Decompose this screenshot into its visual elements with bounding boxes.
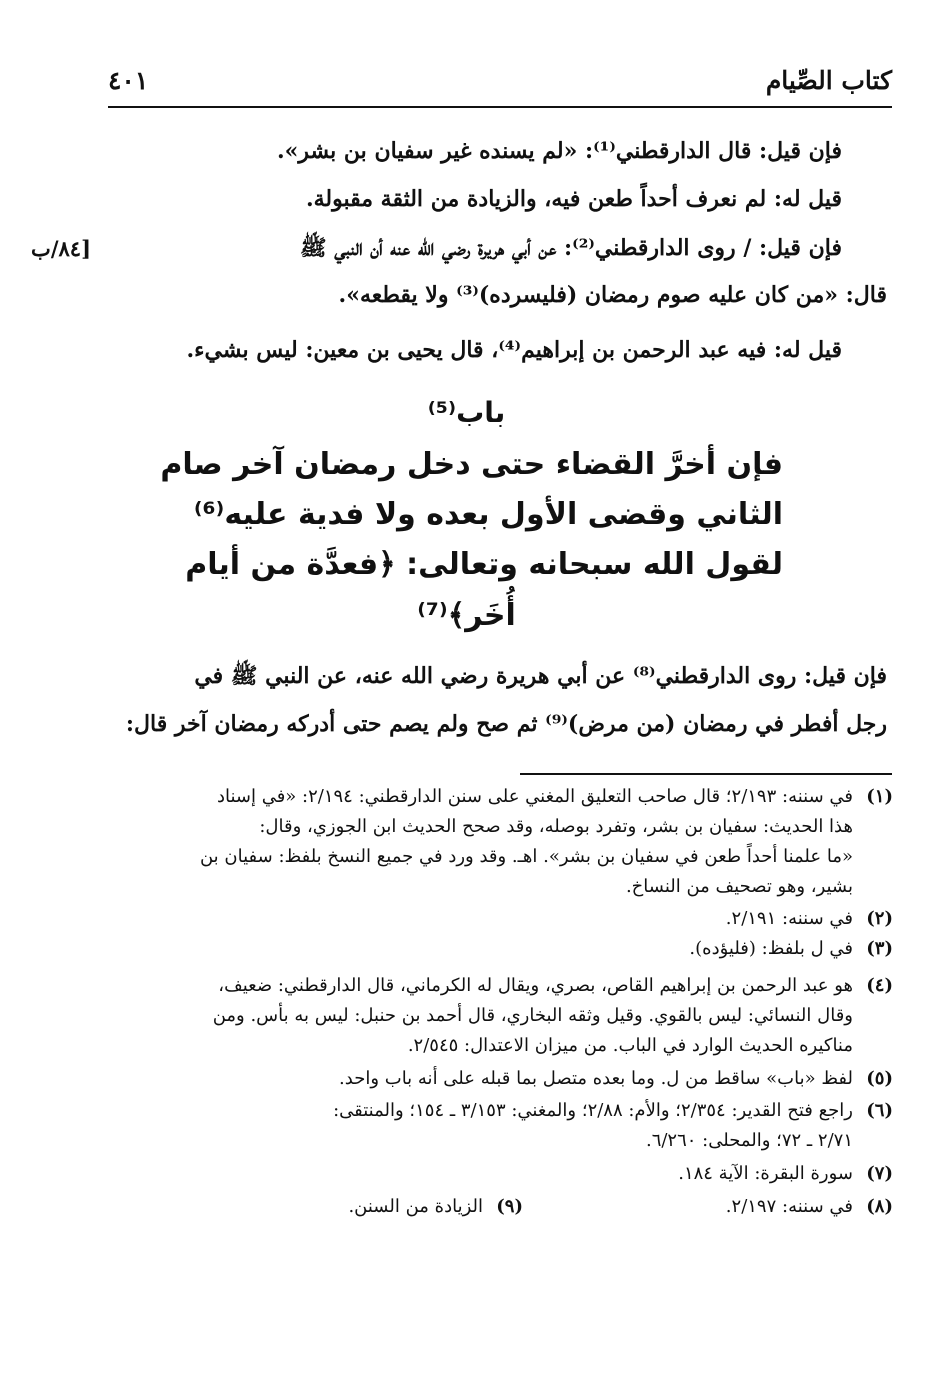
footnote-number-7: (٧) (866, 1163, 893, 1184)
body-line-4: قال: «من كان عليه صوم رمضان (فليسرده)⁽³⁾ ولا يقطعه». (338, 282, 887, 308)
chapter-heading-line-3: لقول الله سبحانه وتعالى: ﴿فعدَّة من أيام (185, 547, 783, 582)
footnote-rule (520, 773, 892, 775)
body2-line-1: فإن قيل: روى الدارقطني⁽⁸⁾ عن أبي هريرة رضي الله عنه، عن النبي ﷺ في (194, 663, 887, 689)
footnote-6-line-2: ٢/٧١ ـ ٧٢؛ والمحلى: ٦/٢٦٠. (645, 1130, 853, 1151)
footnote-9-line-1: الزيادة من السنن. (348, 1196, 483, 1217)
footnote-5-line-1: لفظ «باب» ساقط من ل. وما بعده متصل بما قبله على أنه باب واحد. (339, 1068, 853, 1089)
page-number: ٤٠١ (108, 66, 149, 95)
chapter-heading-line-2: الثاني وقضى الأول بعده ولا فدية عليه⁽⁶⁾ (193, 497, 783, 532)
footnote-1-line-3: «ما علمنا أحداً طعن في سفيان بن بشر». اهـ. وقد ورد في جميع النسخ بلفظ: سفيان بن (199, 846, 853, 867)
page-header (108, 62, 892, 102)
footnote-4-line-3: مناكيره الحديث الوارد في الباب. من ميزان الاعتدال: ٢/٥٤٥. (407, 1035, 853, 1056)
footnote-number-2: (٢) (866, 908, 893, 929)
footnote-number-5: (٥) (866, 1068, 893, 1089)
footnote-1-line-1: في سننه: ٢/١٩٣؛ قال صاحب التعليق المغني على سنن الدارقطني: ٢/١٩٤: «في إسناد (216, 786, 853, 807)
running-head: كتاب الصِّيام (765, 66, 892, 95)
footnote-number-4: (٤) (866, 975, 893, 996)
footnote-4-line-1: هو عبد الرحمن بن إبراهيم القاص، بصري، ويقال له الكرماني، قال الدارقطني: ضعيف، (218, 975, 853, 996)
chapter-label: باب⁽⁵⁾ (427, 396, 506, 429)
footnote-number-1: (١) (866, 786, 893, 807)
footnote-1-line-4: بشير، وهو تصحيف من النساخ. (625, 876, 853, 897)
footnote-8-line-1: في سننه: ٢/١٩٧. (725, 1196, 853, 1217)
body-line-5: قيل له: فيه عبد الرحمن بن إبراهيم⁽⁴⁾، قال يحيى بن معين: ليس بشيء. (186, 337, 842, 363)
body2-line-2: رجل أفطر في رمضان (من مرض)⁽⁹⁾ ثم صح ولم يصم حتى أدركه رمضان آخر قال: (125, 711, 887, 737)
footnote-3-line-1: في ل بلفظ: (فليؤده). (689, 938, 853, 959)
header-rule (108, 106, 892, 108)
footnote-7-line-1: سورة البقرة: الآية ١٨٤. (678, 1163, 853, 1184)
chapter-heading-line-1: فإن أخرَّ القضاء حتى دخل رمضان آخر صام (160, 447, 783, 482)
margin-reference: [٨٤/ب (31, 236, 91, 261)
body-line-1: فإن قيل: قال الدارقطني⁽¹⁾: «لم يسنده غير سفيان بن بشر». (276, 138, 842, 164)
footnote-2-line-1: في سننه: ٢/١٩١. (725, 908, 853, 929)
body-line-3: فإن قيل: / روى الدارقطني⁽²⁾: عن أبي هريرة رضي الله عنه أن النبي ﷺ (300, 235, 842, 261)
footnote-1-line-2: هذا الحديث: سفيان بن بشر، وتفرد بوصله، وقد صحح الحديث ابن الجوزي، وقال: (259, 816, 853, 837)
footnote-6-line-1: راجع فتح القدير: ٢/٣٥٤؛ والأم: ٢/٨٨؛ والمغني: ٣/١٥٣ ـ ١٥٤؛ والمنتقى: (333, 1100, 853, 1121)
footnote-4-line-2: وقال النسائي: ليس بالقوي. وقيل وثقه البخاري، قال أحمد بن حنبل: ليس به بأس. ومن (212, 1005, 853, 1026)
chapter-heading-line-4: أُخَر﴾⁽⁷⁾ (417, 598, 516, 633)
footnote-number-3: (٣) (866, 938, 893, 959)
body-line-2: قيل له: لم نعرف أحداً طعن فيه، والزيادة من الثقة مقبولة. (305, 186, 842, 212)
footnote-number-8: (٨) (866, 1196, 893, 1217)
footnote-number-9: (٩) (496, 1196, 523, 1217)
footnote-number-6: (٦) (866, 1100, 893, 1121)
